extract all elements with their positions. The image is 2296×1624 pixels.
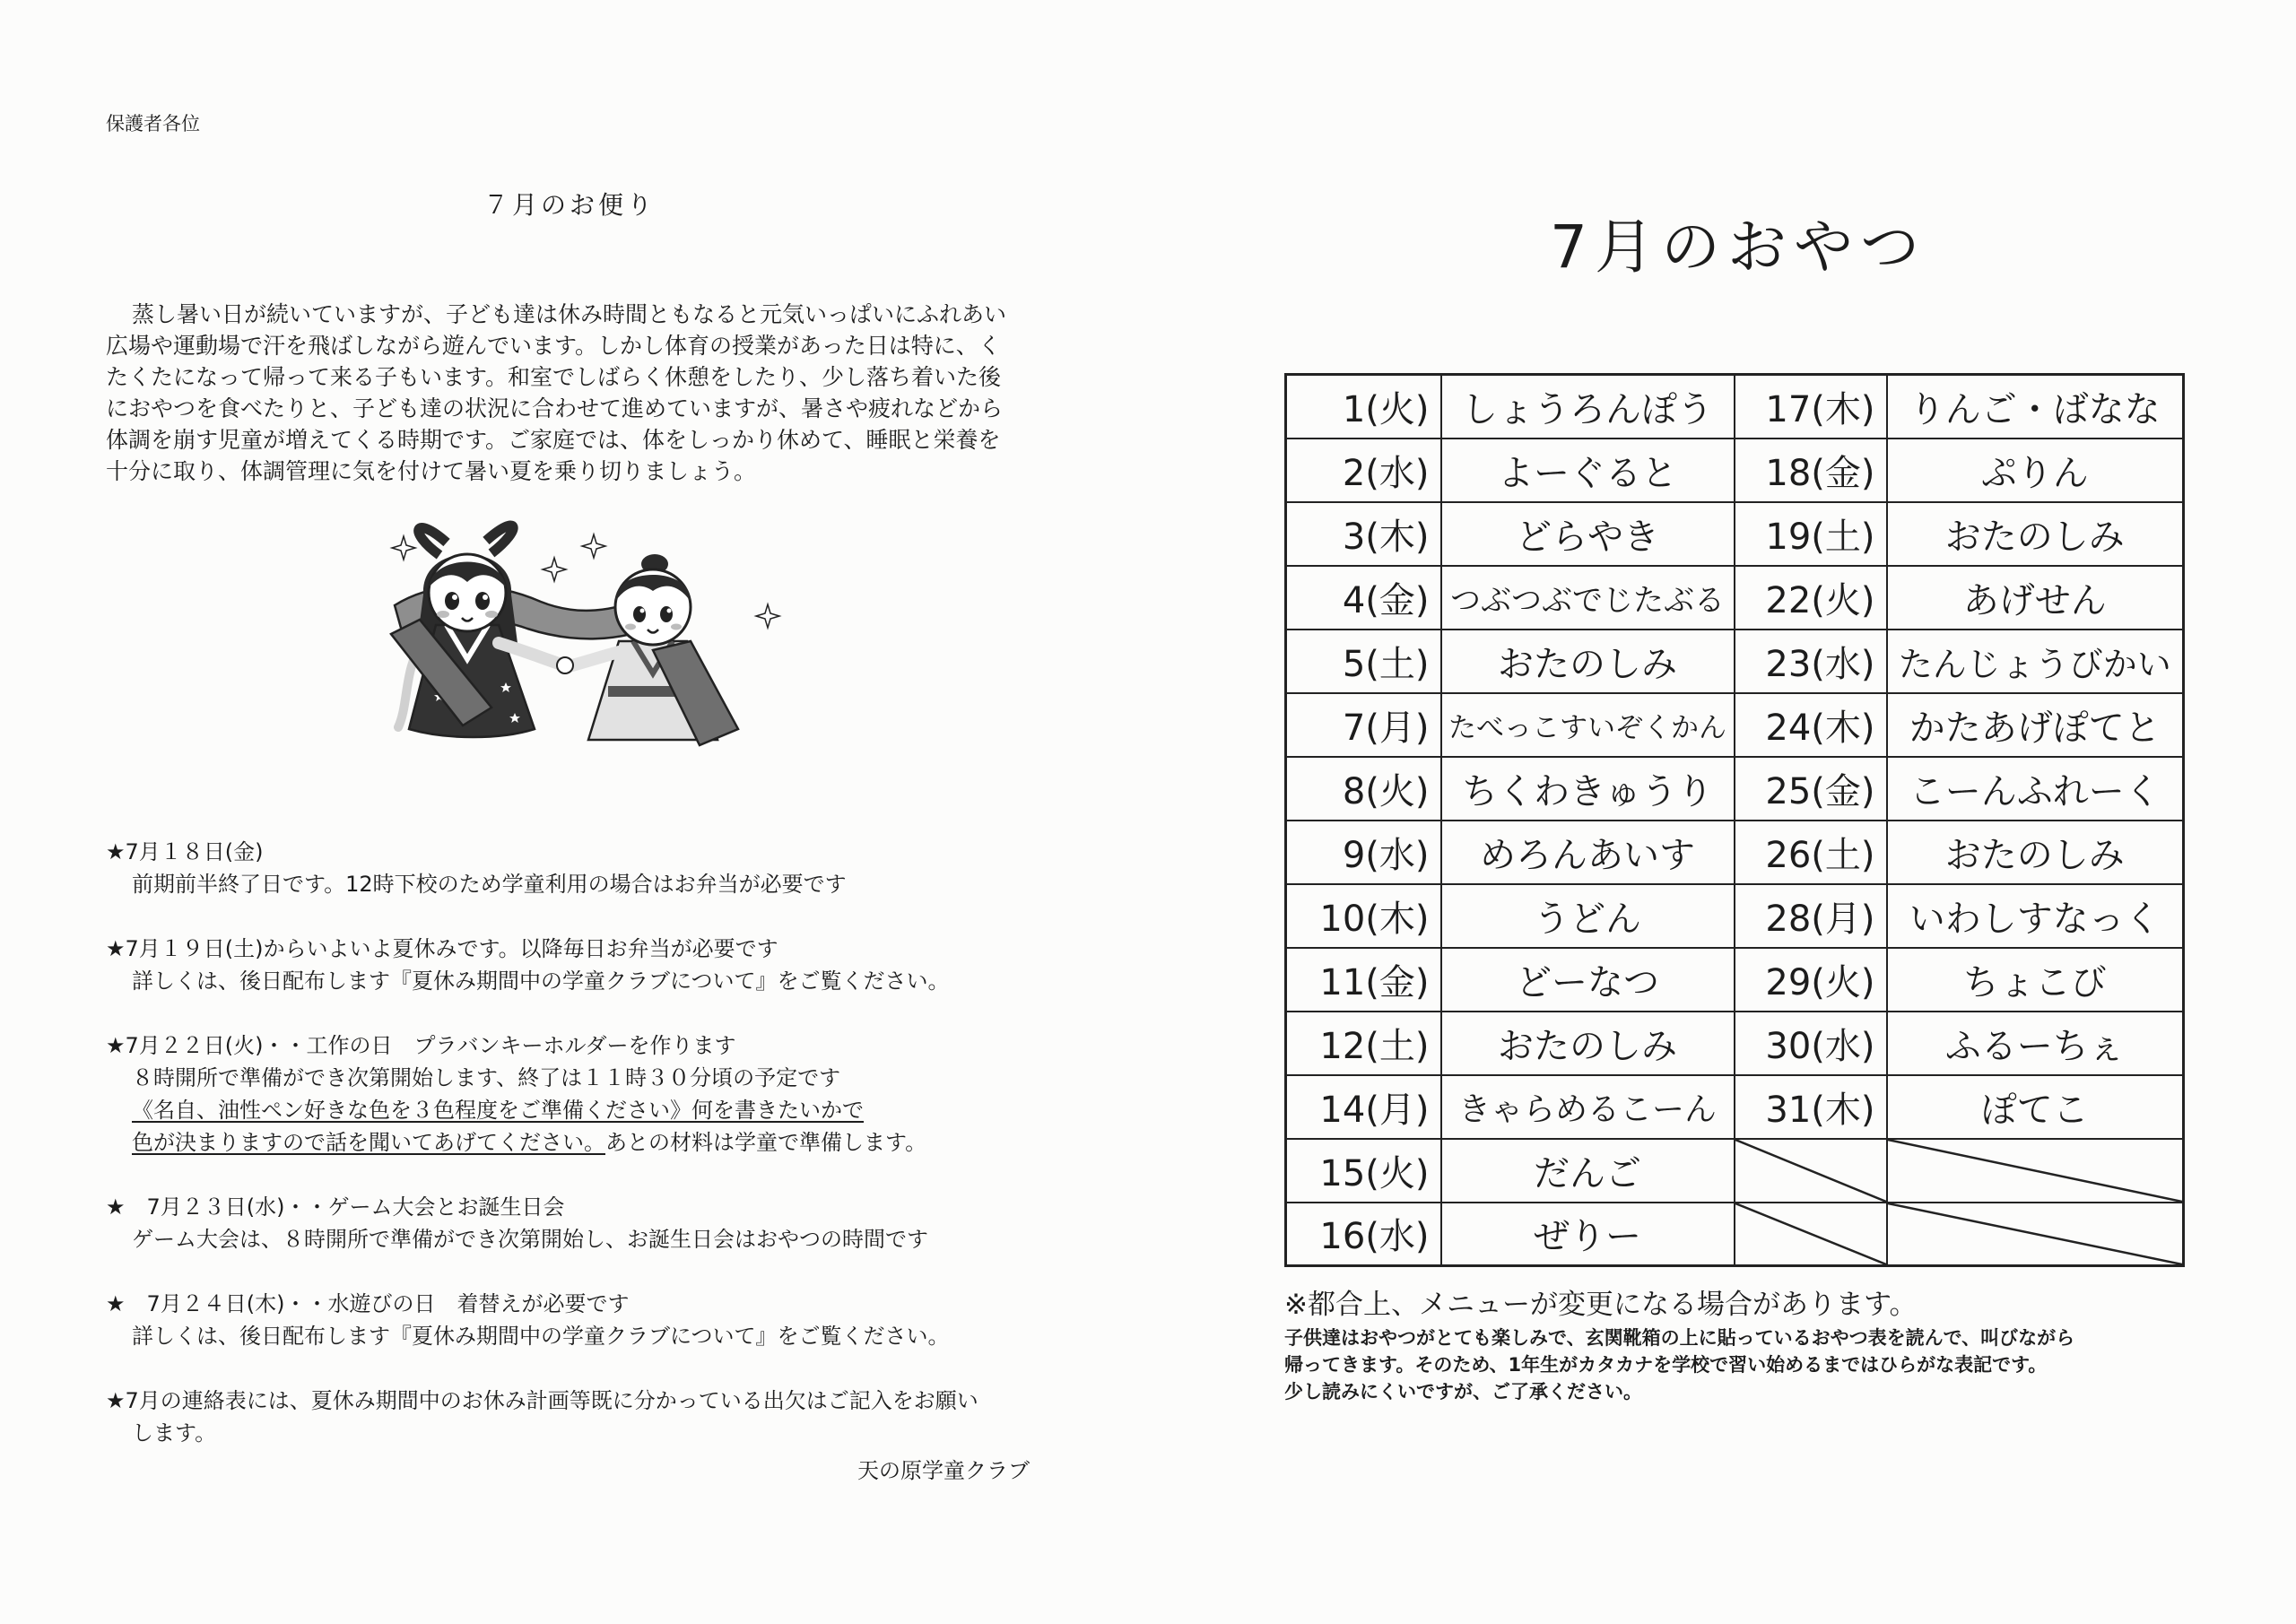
girl-cheek bbox=[437, 611, 449, 618]
boy-figure bbox=[557, 554, 738, 745]
girl-eye bbox=[445, 592, 459, 610]
hiragana-note bbox=[1284, 1324, 2074, 1405]
event-item bbox=[106, 933, 1039, 997]
snack-cell: かたあげぽてと bbox=[1887, 693, 2184, 757]
snack-cell: つぶつぶでじたぶる bbox=[1441, 566, 1735, 630]
snack-cell: きゃらめるこーん bbox=[1441, 1075, 1735, 1139]
date-cell: 14(月) bbox=[1286, 1075, 1441, 1139]
boy-eye-highlight bbox=[667, 609, 672, 613]
date-cell: 19(土) bbox=[1735, 502, 1887, 566]
date-cell: 16(水) bbox=[1286, 1203, 1441, 1266]
empty-slashed-cell bbox=[1887, 1203, 2184, 1266]
event-detail: 前期前半終了日です。12時下校のため学童利用の場合はお弁当が必要です bbox=[132, 872, 847, 897]
snack-cell: ぜりー bbox=[1441, 1203, 1735, 1266]
date-cell: 30(水) bbox=[1735, 1012, 1887, 1075]
addressee: 保護者各位 bbox=[106, 113, 200, 135]
tanabata-children-illustration bbox=[384, 516, 783, 749]
date-cell: 5(土) bbox=[1286, 630, 1441, 693]
menu-change-notice: ※都合上、メニューが変更になる場合があります。 bbox=[1284, 1289, 1918, 1321]
empty-slashed-cell bbox=[1735, 1139, 1887, 1203]
event-item bbox=[106, 1385, 1039, 1449]
table-row bbox=[1286, 1203, 2184, 1266]
girl-cheek bbox=[485, 611, 498, 618]
snack-cell: たんじょうびかい bbox=[1887, 630, 2184, 693]
boy-cheek bbox=[671, 624, 682, 630]
sparkle-icon bbox=[543, 558, 566, 581]
table-row bbox=[1286, 757, 2184, 821]
sparkle-icon bbox=[756, 604, 779, 628]
table-row bbox=[1286, 1139, 2184, 1203]
girl-hair-loop-right bbox=[486, 525, 513, 553]
event-heading: ★7月２２日(火)・・工作の日 プラバンキーホルダーを作ります bbox=[106, 1033, 736, 1058]
date-cell: 26(土) bbox=[1735, 821, 1887, 884]
greeting-line: 体調を崩す児童が増えてくる時期です。ご家庭では、体をしっかり休めて、睡眠と栄養を bbox=[106, 427, 1001, 453]
event-detail bbox=[106, 1094, 1039, 1126]
snack-cell: ちょこび bbox=[1887, 948, 2184, 1012]
date-cell: 15(火) bbox=[1286, 1139, 1441, 1203]
snack-cell: しょうろんぽう bbox=[1441, 375, 1735, 439]
boy-eye-highlight bbox=[640, 609, 645, 613]
snack-cell: あげせん bbox=[1887, 566, 2184, 630]
snack-cell: たべっこすいぞくかん bbox=[1441, 693, 1735, 757]
date-cell: 1(火) bbox=[1286, 375, 1441, 439]
date-cell: 31(木) bbox=[1735, 1075, 1887, 1139]
date-cell: 8(火) bbox=[1286, 757, 1441, 821]
date-cell: 11(金) bbox=[1286, 948, 1441, 1012]
event-detail: します。 bbox=[132, 1420, 217, 1446]
event-list bbox=[106, 836, 1039, 1481]
snack-cell: おたのしみ bbox=[1887, 821, 2184, 884]
snack-cell: いわしすなっく bbox=[1887, 884, 2184, 948]
boy-eye bbox=[660, 606, 673, 622]
date-cell: 7(月) bbox=[1286, 693, 1441, 757]
greeting-line: におやつを食べたりと、子ども達の状況に合わせて進めていますが、暑さや疲れなどから bbox=[106, 395, 1004, 421]
date-cell: 25(金) bbox=[1735, 757, 1887, 821]
underlined-request: 色が決まりますので話を聞いてあげてください。 bbox=[132, 1130, 605, 1155]
event-detail bbox=[106, 1126, 1039, 1159]
snack-cell: おたのしみ bbox=[1441, 630, 1735, 693]
signature: 天の原学童クラブ bbox=[857, 1458, 1030, 1483]
snack-cell: こーんふれーく bbox=[1887, 757, 2184, 821]
date-cell: 9(水) bbox=[1286, 821, 1441, 884]
event-detail: ゲーム大会は、８時開所で準備ができ次第開始し、お誕生日会はおやつの時間です bbox=[132, 1227, 928, 1252]
table-row bbox=[1286, 948, 2184, 1012]
snack-cell: おたのしみ bbox=[1887, 502, 2184, 566]
event-item bbox=[106, 1288, 1039, 1352]
event-heading: ★ 7月２３日(水)・・ゲーム大会とお誕生日会 bbox=[106, 1194, 565, 1220]
event-detail-text: あとの材料は学童で準備します。 bbox=[605, 1130, 927, 1155]
date-cell: 3(木) bbox=[1286, 502, 1441, 566]
snack-menu-title: 7月のおやつ bbox=[1550, 213, 1926, 282]
date-cell: 29(火) bbox=[1735, 948, 1887, 1012]
table-row bbox=[1286, 693, 2184, 757]
event-detail: ８時開所で準備ができ次第開始します、終了は１１時３０分頃の予定です bbox=[132, 1065, 841, 1090]
sparkle-icon bbox=[582, 534, 605, 558]
date-cell: 17(木) bbox=[1735, 375, 1887, 439]
table-row bbox=[1286, 439, 2184, 502]
event-item bbox=[106, 836, 1039, 900]
note-line: 帰ってきます。そのため、1年生がカタカナを学校で習い始めるまではひらがな表記です。 bbox=[1284, 1354, 2048, 1376]
table-row bbox=[1286, 375, 2184, 439]
holding-hands bbox=[557, 657, 573, 673]
boy-cheek bbox=[625, 624, 636, 630]
date-cell: 2(水) bbox=[1286, 439, 1441, 502]
snack-cell: りんご・ばなな bbox=[1887, 375, 2184, 439]
note-line: 子供達はおやつがとても楽しみで、玄関靴箱の上に貼っているおやつ表を読んで、叫びながら bbox=[1284, 1327, 2075, 1349]
date-cell: 24(木) bbox=[1735, 693, 1887, 757]
girl-eye-highlight bbox=[483, 595, 488, 600]
event-item bbox=[106, 1191, 1039, 1255]
boy-eye bbox=[633, 606, 646, 622]
greeting-line: たくたになって帰って来る子もいます。和室でしばらく休憩をしたり、少し落ち着いた後 bbox=[106, 364, 1002, 390]
girl-eye bbox=[475, 592, 490, 610]
snack-cell: ふるーちぇ bbox=[1887, 1012, 2184, 1075]
empty-slashed-cell bbox=[1887, 1139, 2184, 1203]
date-cell: 28(月) bbox=[1735, 884, 1887, 948]
event-item bbox=[106, 1029, 1039, 1159]
event-heading: ★7月１９日(土)からいよいよ夏休みです。以降毎日お弁当が必要です bbox=[106, 936, 778, 961]
snack-menu-table bbox=[1284, 373, 2185, 1267]
snack-cell: よーぐると bbox=[1441, 439, 1735, 502]
table-row bbox=[1286, 884, 2184, 948]
date-cell: 4(金) bbox=[1286, 566, 1441, 630]
snack-cell: おたのしみ bbox=[1441, 1012, 1735, 1075]
greeting-line: 十分に取り、体調管理に気を付けて暑い夏を乗り切りましょう。 bbox=[106, 458, 757, 484]
girl-eye-highlight bbox=[452, 595, 457, 600]
note-line: 少し読みにくいですが、ご了承ください。 bbox=[1284, 1381, 1642, 1403]
snack-cell: ちくわきゅうり bbox=[1441, 757, 1735, 821]
snack-cell: めろんあいす bbox=[1441, 821, 1735, 884]
greeting-line: 広場や運動場で汗を飛ばしながら遊んでいます。しかし体育の授業があった日は特に、く bbox=[106, 333, 1001, 359]
snack-cell: どーなつ bbox=[1441, 948, 1735, 1012]
sparkle-icon bbox=[392, 536, 415, 560]
table-row bbox=[1286, 566, 2184, 630]
event-detail: 詳しくは、後日配布します『夏休み期間中の学童クラブについて』をご覧ください。 bbox=[132, 1324, 950, 1349]
date-cell: 10(木) bbox=[1286, 884, 1441, 948]
table-row bbox=[1286, 821, 2184, 884]
snack-cell: うどん bbox=[1441, 884, 1735, 948]
event-detail: 詳しくは、後日配布します『夏休み期間中の学童クラブについて』をご覧ください。 bbox=[132, 968, 950, 994]
greeting-paragraph bbox=[106, 299, 1006, 487]
date-cell: 12(土) bbox=[1286, 1012, 1441, 1075]
snack-cell: ぷりん bbox=[1887, 439, 2184, 502]
table-row bbox=[1286, 1012, 2184, 1075]
event-heading: ★7月の連絡表には、夏休み期間中のお休み計画等既に分かっている出欠はご記入をお願い bbox=[106, 1388, 978, 1413]
underlined-request: 《名自、油性ペン好きな色を３色程度をご準備ください》何を書きたいかで bbox=[132, 1098, 864, 1123]
date-cell: 23(水) bbox=[1735, 630, 1887, 693]
empty-slashed-cell bbox=[1735, 1203, 1887, 1266]
table-row bbox=[1286, 630, 2184, 693]
girl-hair-loop-left bbox=[419, 528, 447, 555]
table-row bbox=[1286, 1075, 2184, 1139]
greeting-line: 蒸し暑い日が続いていますが、子ども達は休み時間ともなると元気いっぱいにふれあい bbox=[132, 301, 1007, 327]
snack-cell: どらやき bbox=[1441, 502, 1735, 566]
snack-cell: だんご bbox=[1441, 1139, 1735, 1203]
event-heading: ★7月１８日(金) bbox=[106, 839, 264, 864]
date-cell: 22(火) bbox=[1735, 566, 1887, 630]
event-heading: ★ 7月２４日(木)・・水遊びの日 着替えが必要です bbox=[106, 1291, 630, 1316]
snack-cell: ぽてこ bbox=[1887, 1075, 2184, 1139]
date-cell: 18(金) bbox=[1735, 439, 1887, 502]
newsletter-title: ７月のお便り bbox=[483, 190, 657, 220]
table-row bbox=[1286, 502, 2184, 566]
